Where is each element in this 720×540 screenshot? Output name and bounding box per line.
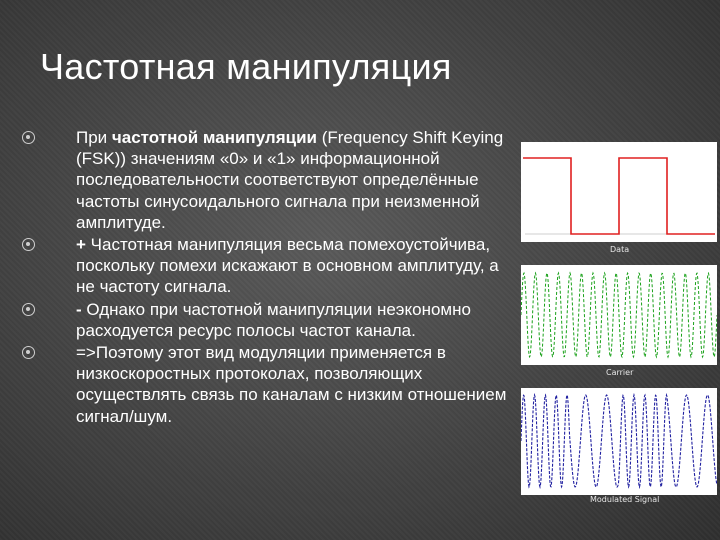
- data-square-wave: [523, 158, 715, 234]
- bullet-circle-icon: [22, 131, 35, 144]
- data-figure-caption: Data: [610, 245, 630, 254]
- bullet-circle-icon: [22, 238, 35, 251]
- bullet-item-definition: [22, 127, 522, 233]
- bullet-text: Частотная манипуляция весьма помехоустойчива, поскольку помехи искажают в основном амплитуду, а не частоту сигнала.: [76, 235, 499, 297]
- bullet-text: =>Поэтому этот вид модуляции применяется в низкоскоростных протоколах, позволяющих осуществлять связь по каналам с низким отношением сигнал/шум.: [76, 343, 507, 426]
- modulated-fsk-wave: [521, 395, 717, 487]
- modulated-signal-figure: [521, 388, 717, 495]
- data-signal-plot: [521, 142, 717, 242]
- data-signal-figure: [521, 142, 717, 242]
- bullet-circle-icon: [22, 346, 35, 359]
- modulated-figure-caption: Modulated Signal: [590, 495, 660, 504]
- bullet-list: [22, 127, 522, 428]
- carrier-sine-wave: [521, 273, 717, 357]
- carrier-signal-plot: [521, 265, 717, 365]
- bullet-item-disadvantage: [22, 299, 522, 341]
- bullet-bold-term: частотной манипуляции: [111, 128, 317, 147]
- bullet-minus-sign: -: [76, 299, 82, 319]
- bullet-plus-sign: +: [76, 235, 86, 255]
- carrier-figure-caption: Carrier: [606, 368, 634, 377]
- bullet-text: Однако при частотной манипуляции неэкономно расходуется ресурс полосы частот канала.: [76, 299, 471, 340]
- bullet-item-advantage: [22, 234, 522, 298]
- bullet-prefix: При: [76, 128, 112, 147]
- bullet-text: (Frequency Shift Keying (FSK)) значениям «0» и «1» информационной последовательности соответствуют определённые частоты синусоидального сигнала при неизменной амплитуде.: [76, 128, 504, 232]
- bullet-item-conclusion: [22, 342, 522, 427]
- modulated-signal-plot: [521, 388, 717, 495]
- carrier-signal-figure: [521, 265, 717, 365]
- bullet-circle-icon: [22, 303, 35, 316]
- slide-title: Частотная манипуляция: [40, 46, 452, 87]
